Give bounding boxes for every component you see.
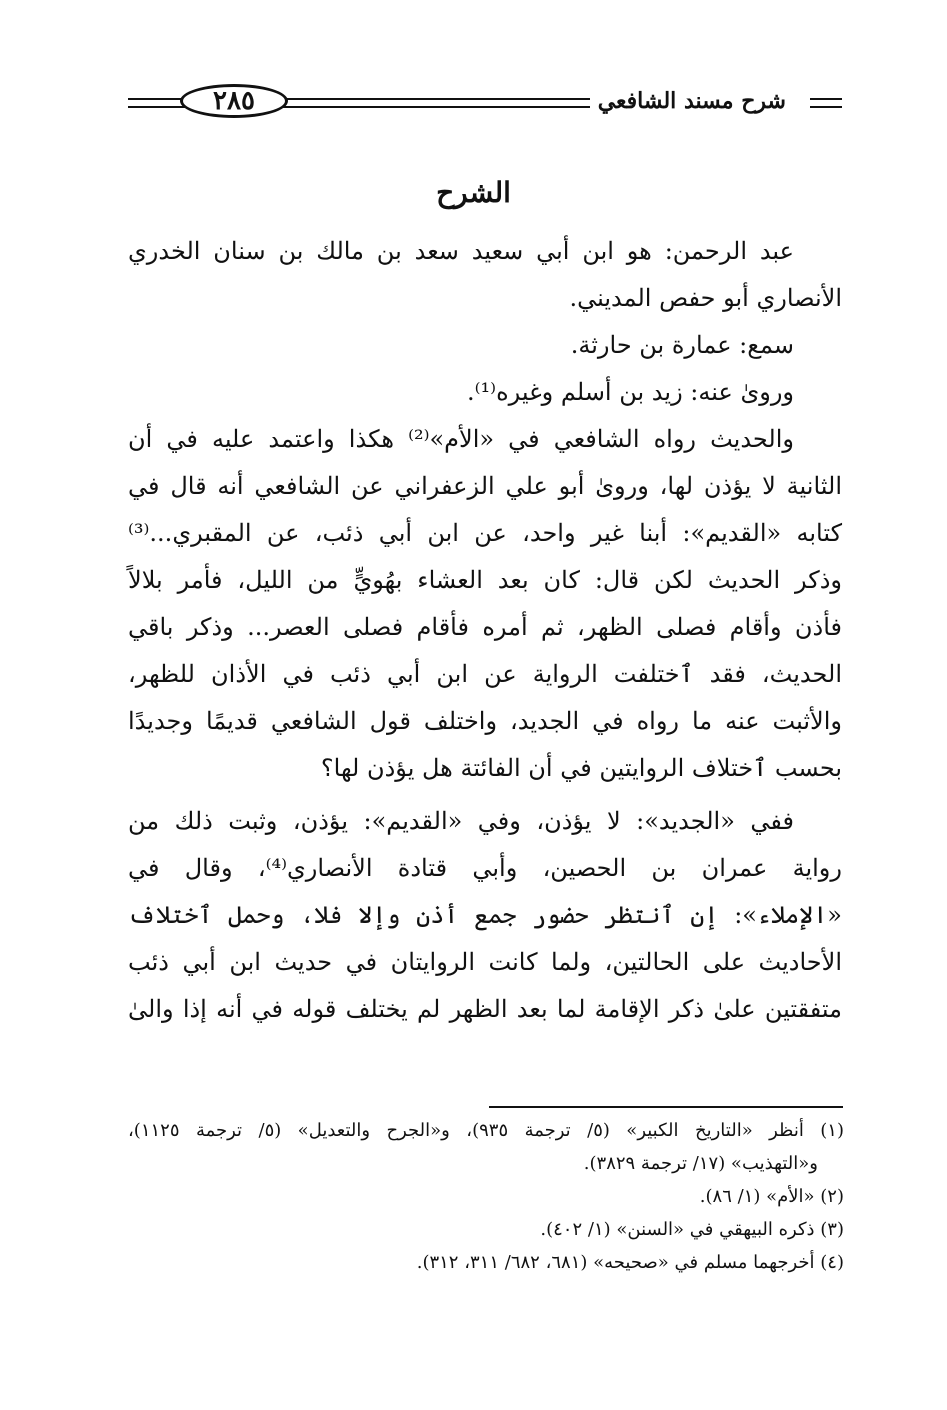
footnote-line: (٤) أخرجهما مسلم في «صحيحه» (٦٨١، ٦٨٢/ ٣١١، ٣١٢). — [416, 1252, 844, 1273]
text-line: وذكر الحديث لكن قال: كان بعد العشاء بهُويٍّ من الليل، فأمر بلالاً — [128, 566, 842, 594]
book-title: شرح مسند الشافعي — [590, 86, 794, 116]
header-rule-right — [810, 98, 842, 100]
text-line: سمع: عمارة بن حارثة. — [570, 331, 794, 359]
text-line: «الإملاء»: إن ٱنتظر حضور جمع أذن وإلا فلا، وحمل ٱختلاف — [128, 901, 842, 929]
text-line: كتابه «القديم»: أبنا غير واحد، عن ابن أبي ذئب، عن المقبري...⁽³⁾ — [128, 519, 842, 547]
text-line: الأنصاري أبو حفص المديني. — [569, 284, 842, 312]
text-line: الحديث، فقد ٱختلفت الرواية عن ابن أبي ذئب في الأذان للظهر، — [128, 660, 842, 688]
text-line: الأحاديث على الحالتين، ولما كانت الروايتان في حديث ابن أبي ذئب — [128, 948, 842, 976]
footnote-line: (١) أنظر «التاريخ الكبير» (٥/ ترجمة ٩٣٥)، و«الجرح والتعديل» (٥/ ترجمة ١١٢٥)، — [128, 1120, 844, 1141]
text-line: فأذن وأقام فصلى الظهر، ثم أمره فأقام فصلى العصر... وذكر باقي — [128, 613, 842, 641]
footnote-separator — [489, 1106, 843, 1108]
footnote-line: (٢) «الأم» (١/ ٨٦). — [699, 1186, 844, 1207]
running-header — [128, 82, 842, 132]
header-rule-left — [128, 106, 188, 108]
footnote-line: و«التهذيب» (١٧/ ترجمة ٣٨٢٩). — [583, 1153, 818, 1174]
text-line: رواية عمران بن الحصين، وأبي قتادة الأنصاري⁽⁴⁾، وقال في — [128, 854, 842, 882]
header-rule-left — [128, 98, 188, 100]
text-line: متفقتين علىٰ ذكر الإقامة لما بعد الظهر لم يختلف قوله في أنه إذا والىٰ — [128, 995, 842, 1023]
footnotes — [128, 1114, 844, 1279]
text-line: عبد الرحمن: هو ابن أبي سعيد سعد بن مالك بن سنان الخدري — [128, 237, 794, 265]
page-number: ٢٨٥ — [180, 84, 288, 118]
text-line: بحسب ٱختلاف الروايتين في أن الفائتة هل يؤذن لها؟ — [320, 754, 842, 782]
section-title: الشرح — [436, 176, 511, 209]
text-line: والأثبت عنه ما رواه في الجديد، واختلف قول الشافعي قديمًا وجديدًا — [128, 707, 842, 735]
text-line: ففي «الجديد»: لا يؤذن، وفي «القديم»: يؤذن، وثبت ذلك من — [128, 807, 794, 835]
text-line: والحديث رواه الشافعي في «الأم»⁽²⁾ هكذا واعتمد عليه في أن — [128, 425, 794, 453]
text-line: الثانية لا يؤذن لها، ورویٰ أبو علي الزعفراني عن الشافعي أنه قال في — [128, 472, 842, 500]
main-text — [128, 228, 842, 1033]
header-rule-right — [810, 106, 842, 108]
footnote-line: (٣) ذكره البيهقي في «السنن» (١/ ٤٠٢). — [540, 1219, 844, 1240]
text-line: ورویٰ عنه: زيد بن أسلم وغيره⁽¹⁾. — [467, 378, 794, 406]
